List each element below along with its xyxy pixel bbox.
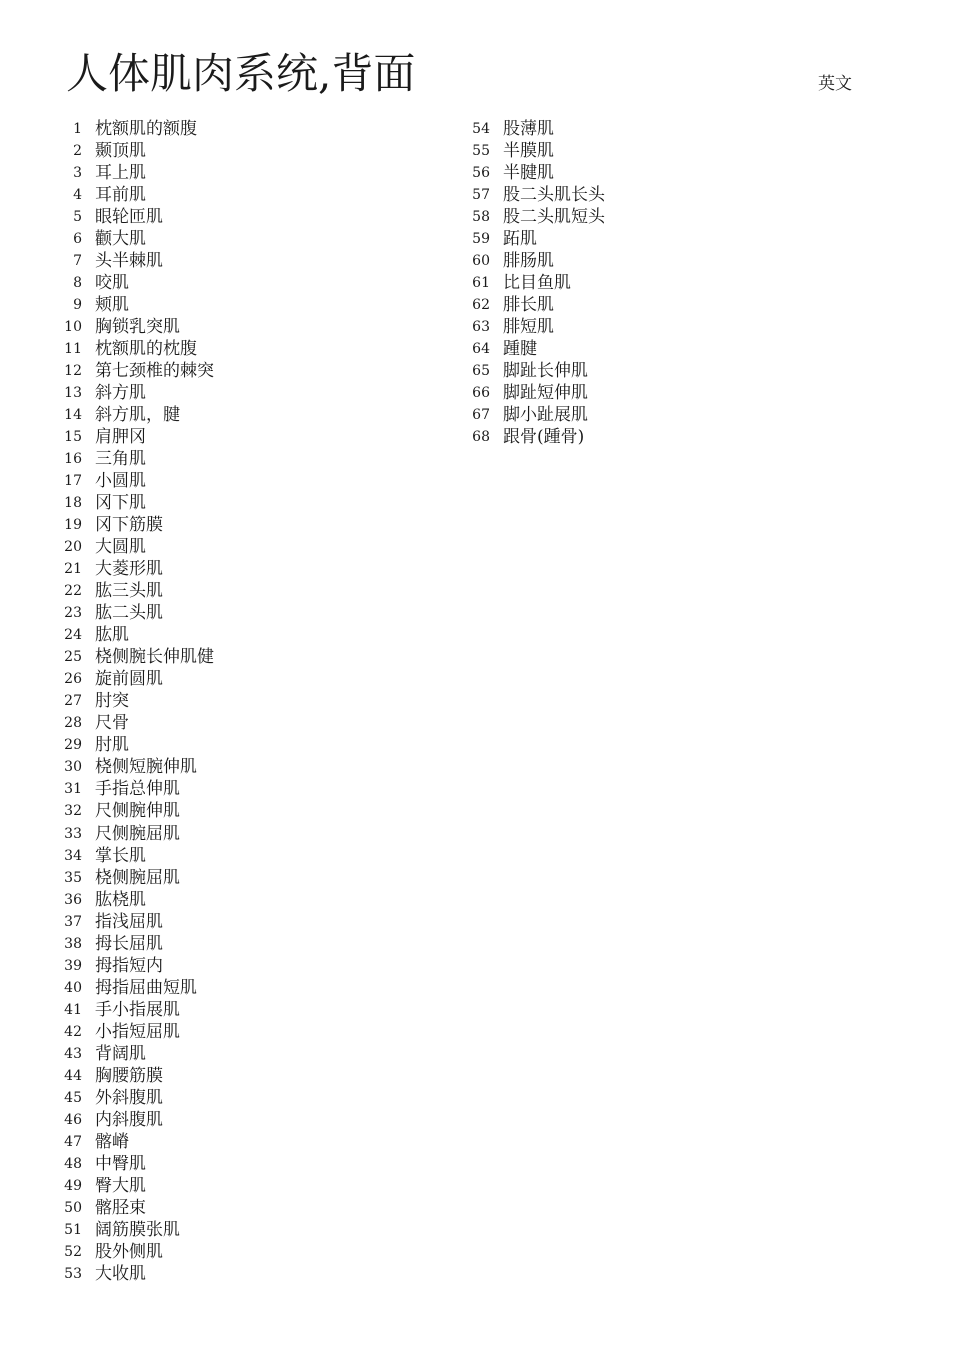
item-number: 46	[64, 1111, 82, 1128]
list-item	[56, 338, 214, 360]
item-label: 手指总伸肌	[95, 779, 180, 800]
list-item	[464, 228, 605, 250]
item-number: 62	[472, 297, 490, 314]
item-label: 桡侧腕长伸肌健	[95, 647, 214, 668]
item-number: 58	[472, 209, 490, 226]
list-item	[464, 250, 605, 272]
list-item	[56, 1197, 214, 1219]
item-label: 腓长肌	[503, 295, 554, 316]
legend-list-right	[464, 118, 605, 448]
item-label: 斜方肌，腱	[95, 405, 180, 426]
item-label: 肘肌	[95, 735, 129, 756]
item-number: 48	[64, 1155, 82, 1172]
item-label: 尺侧腕屈肌	[95, 823, 180, 844]
list-item	[56, 690, 214, 712]
list-item	[56, 867, 214, 889]
list-item	[56, 470, 214, 492]
item-label: 跖肌	[503, 229, 537, 250]
item-number: 43	[64, 1045, 82, 1062]
item-label: 尺侧腕伸肌	[95, 801, 180, 822]
list-item	[56, 624, 214, 646]
item-label: 小圆肌	[95, 471, 146, 492]
list-item	[56, 845, 214, 867]
item-label: 桡侧腕屈肌	[95, 867, 180, 888]
list-item	[56, 712, 214, 734]
list-item	[56, 955, 214, 977]
item-number: 7	[73, 253, 82, 270]
list-item	[56, 668, 214, 690]
item-number: 68	[472, 429, 490, 446]
list-item	[56, 426, 214, 448]
item-label: 拇长屈肌	[95, 933, 163, 954]
item-label: 颊肌	[95, 295, 129, 316]
list-item	[56, 382, 214, 404]
item-label: 胸腰筋膜	[95, 1065, 163, 1086]
list-item	[56, 1043, 214, 1065]
item-label: 半腱肌	[503, 163, 554, 184]
item-number: 30	[64, 759, 82, 776]
item-label: 掌长肌	[95, 845, 146, 866]
item-label: 股二头肌长头	[503, 185, 605, 206]
item-label: 指浅屈肌	[95, 911, 163, 932]
page-title: 人体肌肉系统,背面	[66, 49, 416, 98]
item-number: 45	[64, 1089, 82, 1106]
list-item	[56, 800, 214, 822]
item-number: 57	[472, 187, 490, 204]
list-item	[464, 404, 605, 426]
item-number: 37	[64, 913, 82, 930]
item-label: 拇指短内	[95, 955, 163, 976]
item-number: 34	[64, 847, 82, 864]
item-label: 股薄肌	[503, 119, 554, 139]
item-number: 42	[64, 1023, 82, 1040]
item-label: 耳前肌	[95, 185, 146, 206]
item-label: 旋前圆肌	[95, 669, 163, 690]
item-number: 59	[472, 231, 490, 248]
list-item	[56, 316, 214, 338]
item-number: 60	[472, 253, 490, 270]
list-item	[56, 1021, 214, 1043]
list-item	[464, 382, 605, 404]
item-number: 6	[73, 231, 82, 248]
item-label: 颞顶肌	[95, 141, 146, 162]
list-item	[56, 118, 214, 140]
item-label: 阔筋膜张肌	[95, 1219, 180, 1240]
list-item	[56, 602, 214, 624]
item-number: 66	[472, 385, 490, 402]
item-number: 55	[472, 143, 490, 160]
list-item	[56, 250, 214, 272]
language-label: 英文	[818, 74, 852, 94]
item-number: 14	[64, 407, 82, 424]
item-label: 脚趾长伸肌	[503, 361, 588, 382]
list-item	[56, 272, 214, 294]
list-item	[56, 294, 214, 316]
list-item	[56, 823, 214, 845]
item-label: 胸锁乳突肌	[95, 317, 180, 338]
item-number: 3	[73, 165, 82, 182]
list-item	[56, 580, 214, 602]
item-number: 50	[64, 1199, 82, 1216]
item-label: 小指短屈肌	[95, 1021, 180, 1042]
item-number: 51	[64, 1221, 82, 1238]
item-number: 27	[64, 693, 82, 710]
item-label: 腓短肌	[503, 317, 554, 338]
list-item	[464, 316, 605, 338]
item-label: 大收肌	[95, 1263, 146, 1284]
item-number: 38	[64, 935, 82, 952]
list-item	[56, 514, 214, 536]
list-item	[56, 492, 214, 514]
item-label: 背阔肌	[95, 1043, 146, 1064]
item-number: 22	[64, 583, 82, 600]
list-item	[56, 977, 214, 999]
item-number: 33	[64, 825, 82, 842]
list-item	[56, 140, 214, 162]
item-label: 股二头肌短头	[503, 207, 605, 228]
list-item	[464, 272, 605, 294]
item-number: 16	[64, 451, 82, 468]
list-item	[56, 646, 214, 668]
list-item	[56, 1219, 214, 1241]
item-label: 斜方肌	[95, 383, 146, 404]
item-label: 眼轮匝肌	[95, 207, 163, 228]
list-item	[56, 404, 214, 426]
item-label: 髂胫束	[95, 1197, 146, 1218]
item-number: 61	[472, 275, 490, 292]
item-number: 32	[64, 803, 82, 820]
item-label: 比目鱼肌	[503, 273, 571, 294]
list-item	[464, 426, 605, 448]
item-number: 17	[64, 473, 82, 490]
item-label: 枕额肌的枕腹	[95, 339, 197, 360]
item-label: 脚小趾展肌	[503, 405, 588, 426]
list-item	[56, 999, 214, 1021]
item-label: 冈下筋膜	[95, 515, 163, 536]
item-number: 1	[73, 121, 82, 137]
item-number: 20	[64, 539, 82, 556]
item-number: 67	[472, 407, 490, 424]
item-label: 手小指展肌	[95, 999, 180, 1020]
item-number: 13	[64, 385, 82, 402]
item-number: 56	[472, 165, 490, 182]
list-item	[56, 162, 214, 184]
list-item	[56, 734, 214, 756]
item-number: 41	[64, 1001, 82, 1018]
item-label: 中臀肌	[95, 1153, 146, 1174]
item-label: 大菱形肌	[95, 559, 163, 580]
item-number: 2	[73, 143, 82, 160]
list-item	[464, 118, 605, 140]
list-item	[56, 228, 214, 250]
item-number: 64	[472, 341, 490, 358]
item-number: 26	[64, 671, 82, 688]
item-label: 耳上肌	[95, 163, 146, 184]
item-number: 49	[64, 1177, 82, 1194]
item-label: 脚趾短伸肌	[503, 383, 588, 404]
list-item	[56, 1241, 214, 1263]
item-number: 28	[64, 715, 82, 732]
item-label: 肱二头肌	[95, 603, 163, 624]
list-item	[464, 360, 605, 382]
item-label: 三角肌	[95, 449, 146, 470]
list-item	[464, 338, 605, 360]
item-label: 内斜腹肌	[95, 1109, 163, 1130]
item-label: 肘突	[95, 691, 129, 712]
list-item	[56, 448, 214, 470]
item-number: 19	[64, 517, 82, 534]
item-label: 肱肌	[95, 625, 129, 646]
item-label: 半膜肌	[503, 141, 554, 162]
item-label: 肱三头肌	[95, 581, 163, 602]
item-number: 12	[64, 363, 82, 380]
item-label: 股外侧肌	[95, 1241, 163, 1262]
item-label: 肩胛冈	[95, 427, 146, 448]
item-label: 第七颈椎的棘突	[95, 361, 214, 382]
item-label: 踵腱	[503, 339, 537, 360]
item-label: 髂嵴	[95, 1131, 129, 1152]
item-number: 39	[64, 957, 82, 974]
list-item	[56, 536, 214, 558]
item-number: 23	[64, 605, 82, 622]
item-number: 18	[64, 495, 82, 512]
list-item	[56, 360, 214, 382]
item-label: 咬肌	[95, 273, 129, 294]
item-label: 肱桡肌	[95, 889, 146, 910]
list-item	[56, 206, 214, 228]
item-number: 5	[73, 209, 82, 226]
item-number: 8	[73, 275, 82, 292]
list-item	[56, 933, 214, 955]
item-label: 拇指屈曲短肌	[95, 977, 197, 998]
item-label: 外斜腹肌	[95, 1087, 163, 1108]
item-label: 大圆肌	[95, 537, 146, 558]
list-item	[56, 1131, 214, 1153]
item-number: 36	[64, 891, 82, 908]
list-item	[56, 778, 214, 800]
list-item	[56, 1175, 214, 1197]
item-label: 桡侧短腕伸肌	[95, 757, 197, 778]
list-item	[56, 1263, 214, 1285]
item-label: 臀大肌	[95, 1175, 146, 1196]
item-label: 冈下肌	[95, 493, 146, 514]
legend-list-left	[56, 118, 214, 1285]
list-item	[56, 184, 214, 206]
item-number: 9	[73, 297, 82, 314]
list-item	[56, 1109, 214, 1131]
list-item	[464, 206, 605, 228]
list-item	[56, 1065, 214, 1087]
item-number: 10	[64, 319, 82, 336]
item-number: 52	[64, 1243, 82, 1260]
item-label: 尺骨	[95, 713, 129, 734]
list-item	[464, 140, 605, 162]
item-label: 枕额肌的额腹	[95, 119, 197, 139]
item-number: 4	[73, 187, 82, 204]
item-number: 54	[472, 121, 490, 137]
list-item	[56, 558, 214, 580]
item-number: 44	[64, 1067, 82, 1084]
item-number: 31	[64, 781, 82, 798]
item-number: 11	[64, 341, 82, 358]
list-item	[56, 756, 214, 778]
item-label: 跟骨(踵骨)	[503, 427, 585, 448]
item-number: 47	[64, 1133, 82, 1150]
item-number: 21	[64, 561, 82, 578]
list-item	[464, 294, 605, 316]
item-number: 29	[64, 737, 82, 754]
list-item	[56, 889, 214, 911]
list-item	[56, 1087, 214, 1109]
item-label: 颧大肌	[95, 229, 146, 250]
list-item	[56, 911, 214, 933]
list-item	[464, 184, 605, 206]
item-number: 35	[64, 869, 82, 886]
item-number: 65	[472, 363, 490, 380]
item-number: 24	[64, 627, 82, 644]
list-item	[464, 162, 605, 184]
item-number: 25	[64, 649, 82, 666]
item-number: 63	[472, 319, 490, 336]
item-label: 腓肠肌	[503, 251, 554, 272]
item-number: 53	[64, 1265, 82, 1282]
item-label: 头半棘肌	[95, 251, 163, 272]
list-item	[56, 1153, 214, 1175]
item-number: 15	[64, 429, 82, 446]
item-number: 40	[64, 979, 82, 996]
